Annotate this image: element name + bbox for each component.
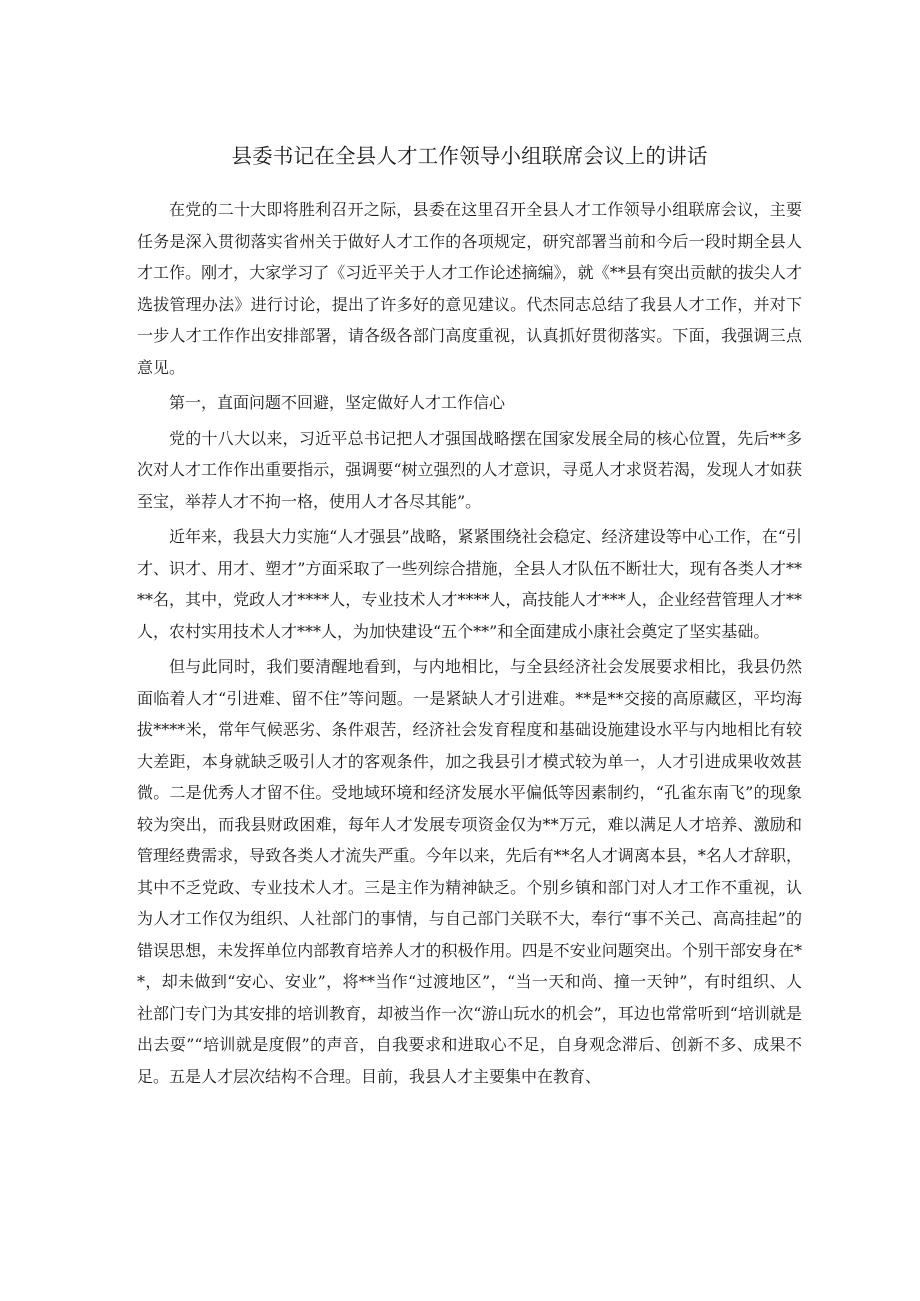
section-heading-first: 第一，直面问题不回避，坚定做好人才工作信心 xyxy=(169,393,506,412)
paragraph-recent-achievements: 近年来，我县大力实施“人才强县”战略，紧紧围绕社会稳定、经济建设等中心工作，在“引才、识才、用才、塑才”方面采取了一些列综合措施，全县人才队伍不断壮大，现有各类人才****名，其中，党政人才****人，专业技术人才****人，高技能人才***人，企业经营管理人才**人，农村实用技术人才***人，为加快建设“五个**”和全面建成小康社会奠定了坚实基础。 xyxy=(137,527,802,641)
paragraph-intro: 在党的二十大即将胜利召开之际，县委在这里召开全县人才工作领导小组联席会议，主要任务是深入贯彻落实省州关于做好人才工作的各项规定，研究部署当前和今后一段时期全县人才工作。刚才，大家学习了《习近平关于人才工作论述摘编》，就《**县有突出贡献的拔尖人才选拔管理办法》进行讨论，提出了许多好的意见建议。代杰同志总结了我县人才工作，并对下一步人才工作作出安排部署，请各级各部门高度重视，认真抓好贯彻落实。下面，我强调三点意见。 xyxy=(137,200,802,377)
paragraph-central-guidance: 党的十八大以来，习近平总书记把人才强国战略摆在国家发展全局的核心位置，先后**多次对人才工作作出重要指示，强调要“树立强烈的人才意识，寻觅人才求贤若渴，发现人才如获至宝，举荐人才不拘一格，使用人才各尽其能”。 xyxy=(137,428,802,511)
paragraph-problems: 但与此同时，我们要清醒地看到，与内地相比，与全县经济社会发展要求相比，我县仍然面临着人才“引进难、留不住”等问题。一是紧缺人才引进难。**是**交接的高原藏区，平均海拔****米，常年气候恶劣、条件艰苦，经济社会发育程度和基础设施建设水平与内地相比有较大差距，本身就缺乏吸引人才的客观条件，加之我县引才模式较为单一，人才引进成果收效甚微。二是优秀人才留不住。受地域环境和经济发展水平偏低等因素制约，“孔雀东南飞”的现象较为突出，而我县财政困难，每年人才发展专项资金仅为**万元，难以满足人才培养、激励和管理经费需求，导致各类人才流失严重。今年以来，先后有**名人才调离本县，*名人才辞职，其中不乏党政、专业技术人才。三是主作为精神缺乏。个别乡镇和部门对人才工作不重视，认为人才工作仅为组织、人社部门的事情，与自己部门关联不大，奉行“事不关己、高高挂起”的错误思想，未发挥单位内部教育培养人才的积极作用。四是不安业问题突出。个别干部安身在**，却未做到“安心、安业”，将**当作“过渡地区”，“当一天和尚、撞一天钟”，有时组织、人社部门专门为其安排的培训教育，却被当作一次“游山玩水的机会”，耳边也常常听到“培训就是出去耍”“培训就是度假”的声音，自我要求和进取心不足，自身观念滞后、创新不多、成果不足。五是人才层次结构不合理。目前，我县人才主要集中在教育、 xyxy=(137,657,802,1086)
document-title: 县委书记在全县人才工作领导小组联席会议上的讲话 xyxy=(231,144,708,168)
